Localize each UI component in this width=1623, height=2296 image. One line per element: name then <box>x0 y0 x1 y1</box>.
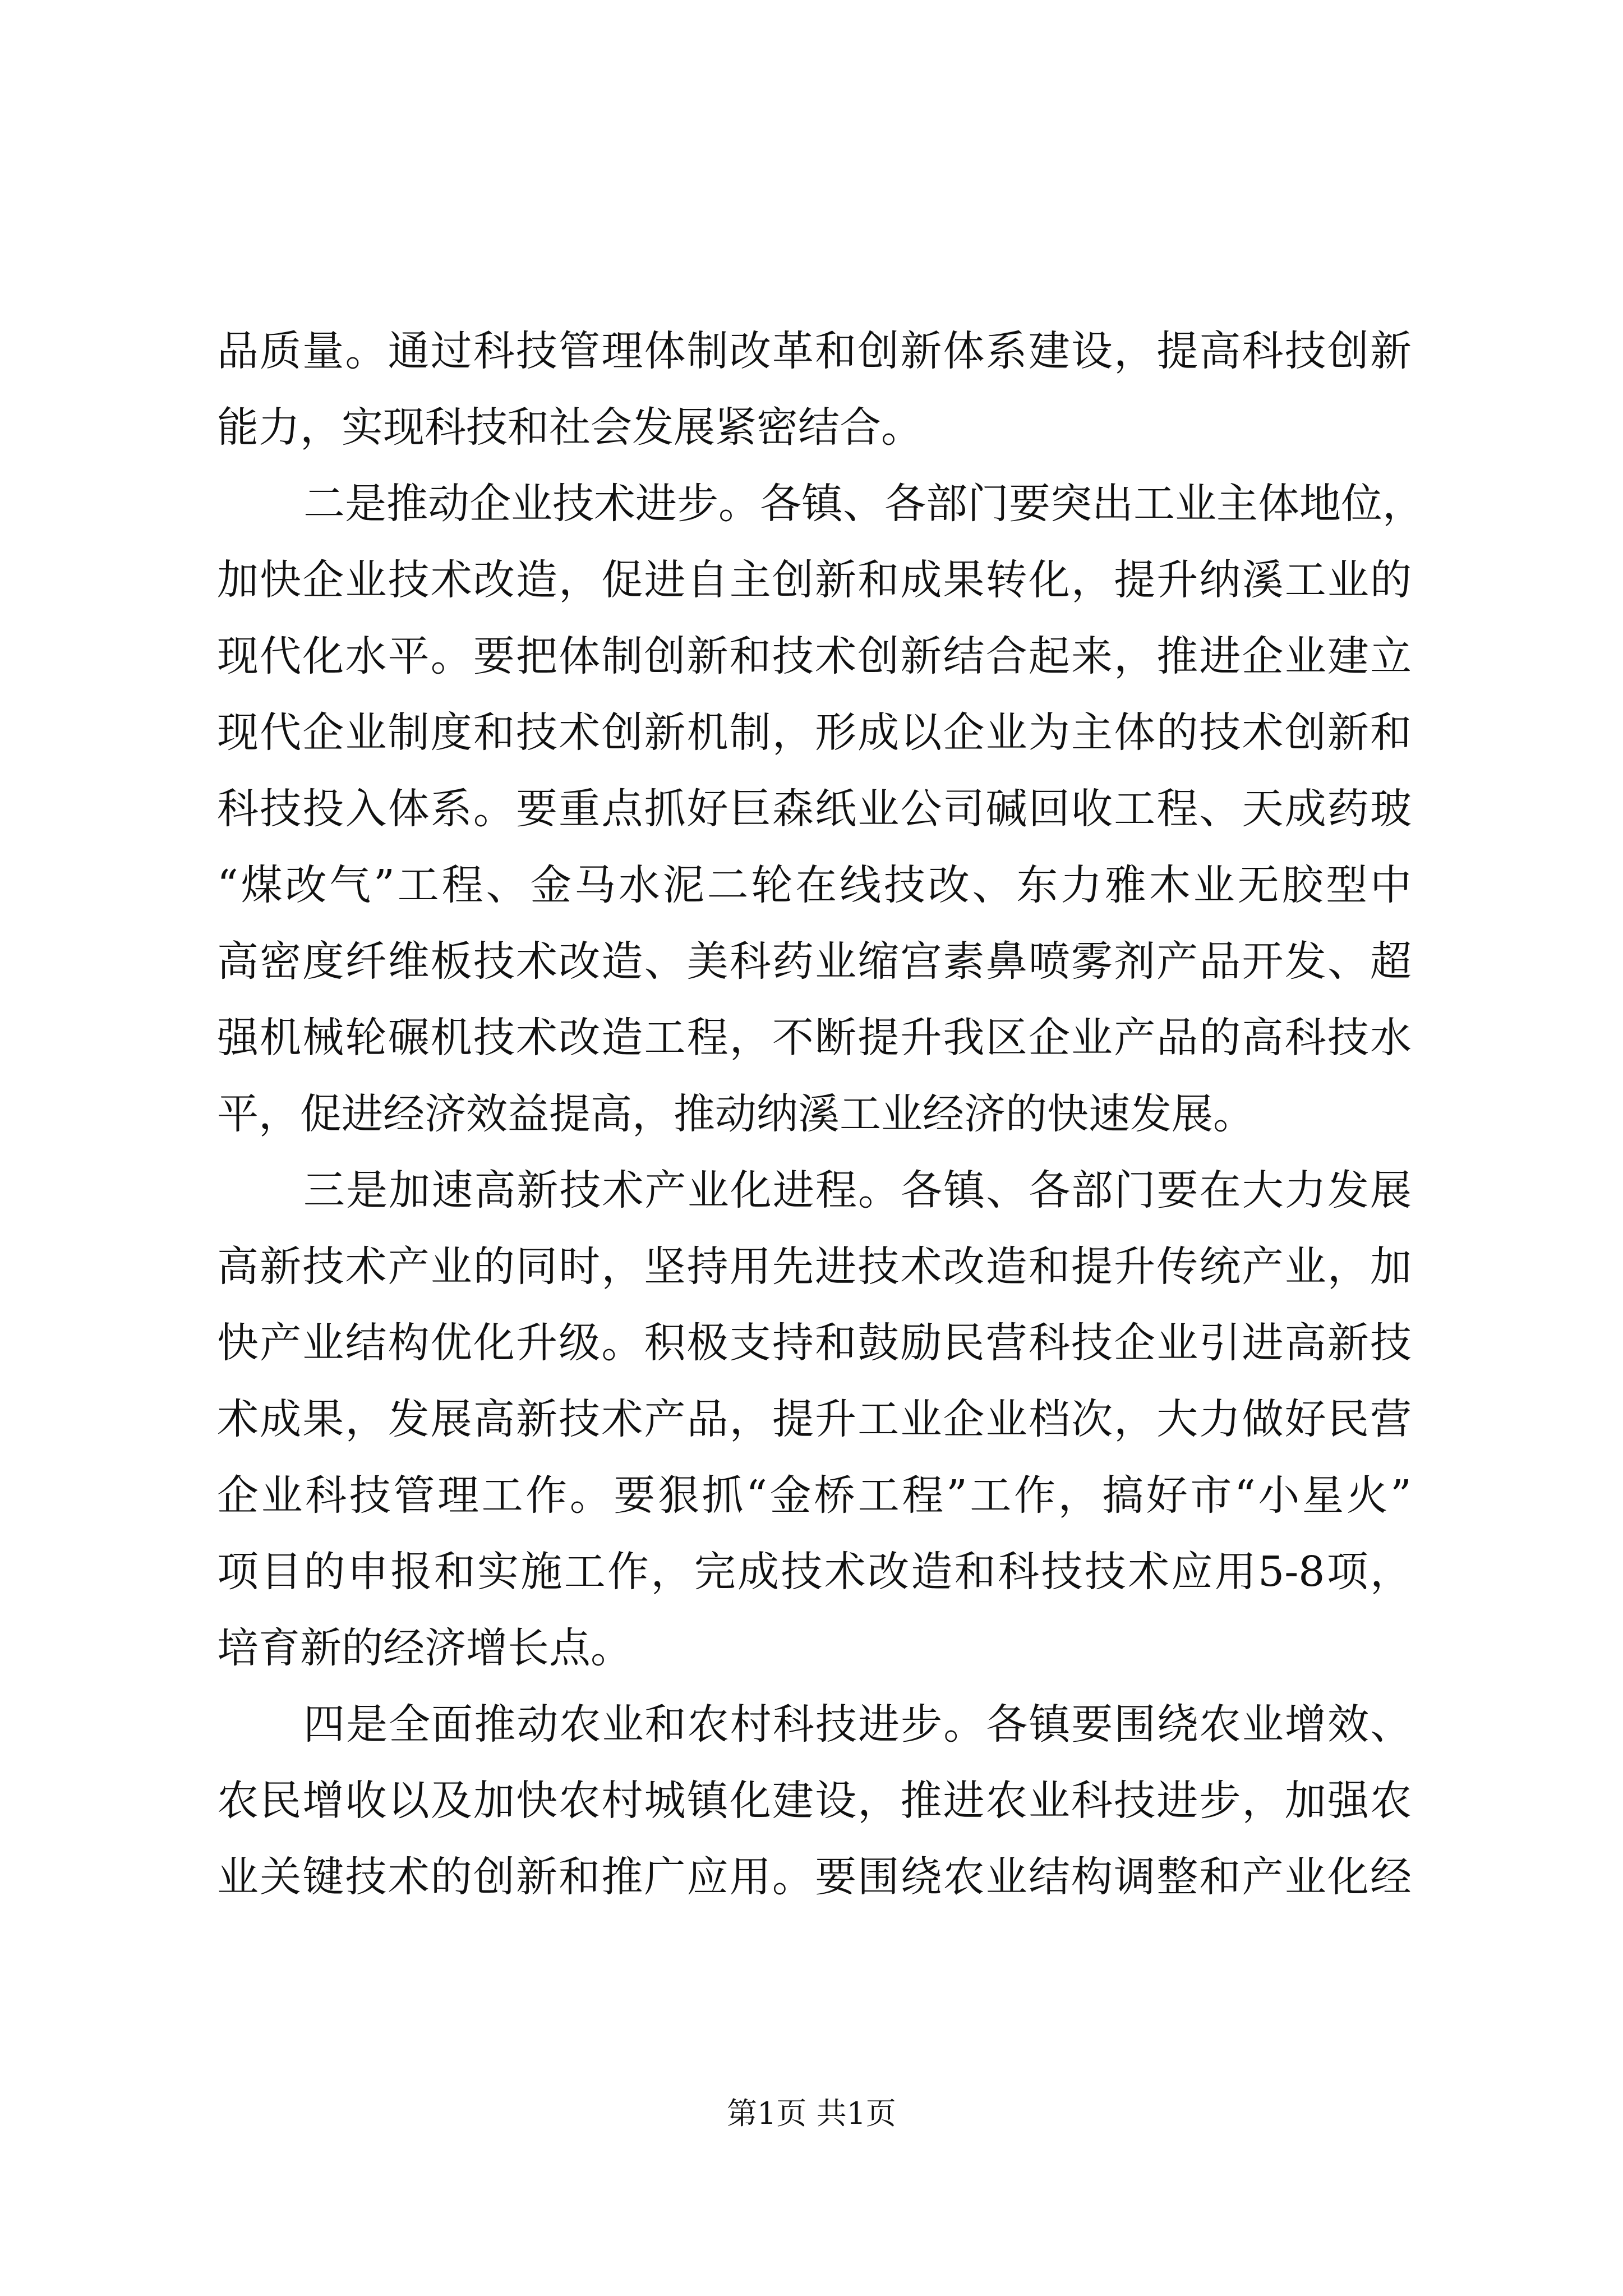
text-line: 高新技术产业的同时，坚持用先进技术改造和提升传统产业，加 <box>217 1243 1412 1291</box>
text-line: 能力，实现科技和社会发展紧密结合。 <box>217 403 923 452</box>
text-line: 科技投入体系。要重点抓好巨森纸业公司碱回收工程、天成药玻 <box>217 785 1412 833</box>
text-line: 强机械轮碾机技术改造工程，不断提升我区企业产品的高科技水 <box>217 1014 1412 1062</box>
text-line: 现代企业制度和技术创新机制，形成以企业为主体的技术创新和 <box>217 708 1412 757</box>
text-line: 术成果，发展高新技术产品，提升工业企业档次，大力做好民营 <box>217 1395 1412 1443</box>
text-line: 品质量。通过科技管理体制改革和创新体系建设，提高科技创新 <box>217 327 1412 375</box>
text-line: 现代化水平。要把体制创新和技术创新结合起来，推进企业建立 <box>217 632 1412 680</box>
text-line: 培育新的经济增长点。 <box>217 1624 632 1672</box>
paragraph-start-line: 四是全面推动农业和农村科技进步。各镇要围绕农业增效、 <box>303 1700 1412 1749</box>
paragraph-start-line: 三是加速高新技术产业化进程。各镇、各部门要在大力发展 <box>303 1166 1412 1214</box>
text-line: 农民增收以及加快农村城镇化建设，推进农业科技进步，加强农 <box>217 1777 1412 1825</box>
text-line: 快产业结构优化升级。积极支持和鼓励民营科技企业引进高新技 <box>217 1319 1412 1367</box>
text-line: “煤改气”工程、金马水泥二轮在线技改、东力雅木业无胶型中 <box>217 861 1412 909</box>
text-line: 企业科技管理工作。要狠抓“金桥工程”工作，搞好市“小星火” <box>217 1471 1412 1520</box>
page-footer: 第1页 共1页 <box>727 2096 896 2131</box>
text-line: 加快企业技术改造，促进自主创新和成果转化，提升纳溪工业的 <box>217 556 1412 604</box>
text-line: 高密度纤维板技术改造、美科药业缩宫素鼻喷雾剂产品开发、超 <box>217 937 1412 986</box>
text-line: 平，促进经济效益提高，推动纳溪工业经济的快速发展。 <box>217 1090 1255 1138</box>
paragraph-start-line: 二是推动企业技术进步。各镇、各部门要突出工业主体地位， <box>303 480 1424 528</box>
text-line: 项目的申报和实施工作，完成技术改造和科技技术应用5-8项， <box>217 1548 1412 1596</box>
text-line: 业关键技术的创新和推广应用。要围绕农业结构调整和产业化经 <box>217 1853 1412 1901</box>
